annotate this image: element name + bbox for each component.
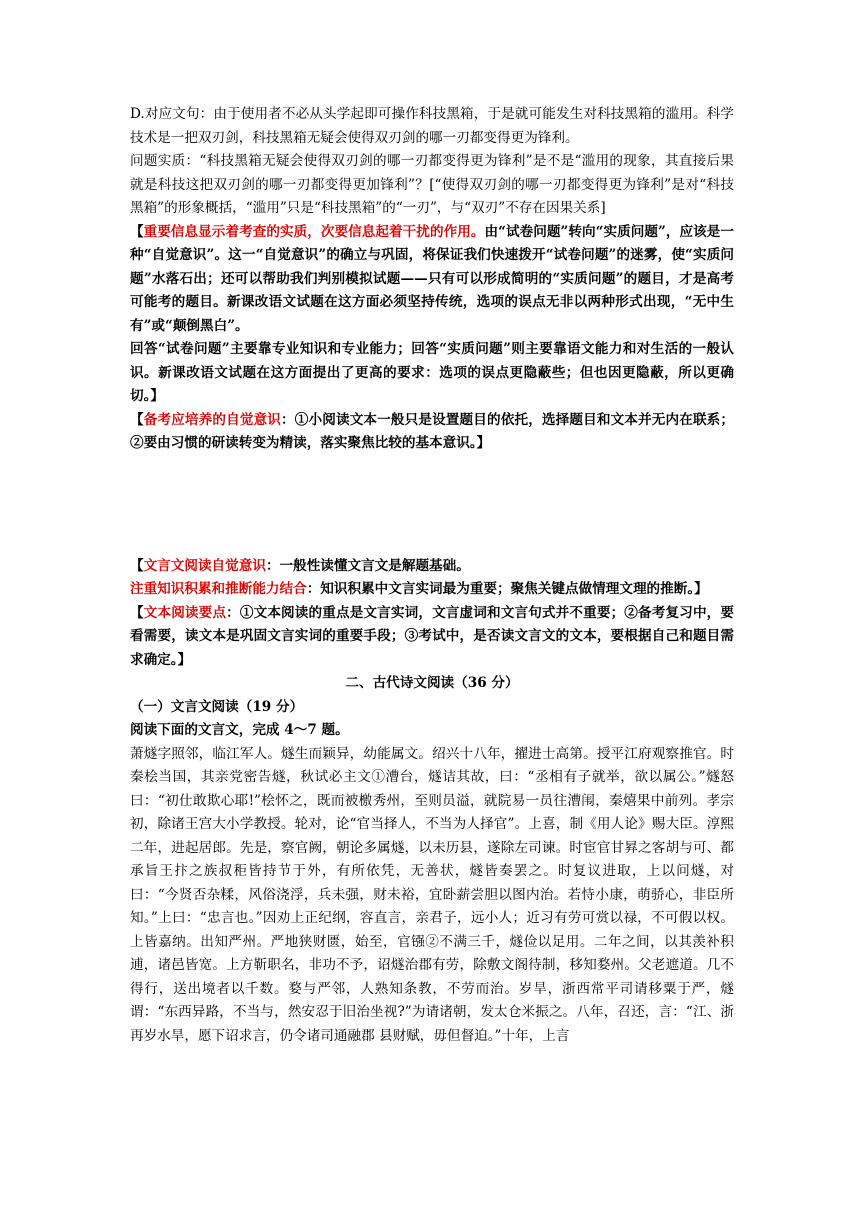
note-reading-points — [130, 602, 734, 673]
note-text: ：知识积累中文言实词最为重要；聚焦关键点做情理文理的推断。】 — [306, 581, 708, 597]
document-page — [130, 103, 734, 1048]
note-knowledge-inference — [130, 578, 734, 602]
note-red-heading: 注重知识积累和推断能力结合 — [130, 581, 307, 597]
note-classical-awareness — [130, 555, 734, 579]
note-text: ：①文本阅读的重点是文言实词，文言虚词和文言句式并不重要；②备考复习中，要看需要，读文本是巩固文言实词的重要手段；③考试中，是否读文言文的文本，要根据自己和题目需求确定。】 — [130, 604, 735, 668]
note-red-heading: 文本阅读要点 — [143, 604, 227, 621]
section-title: 二、古代诗文阅读（36 分） — [345, 675, 519, 691]
bracket-open: 【 — [130, 223, 144, 240]
note-text: ：①小阅读文本一般只是设置题目的依托，选择题目和文本并无内在联系；②要由习惯的研读转变为精读，落实聚焦比较的基本意识。】 — [130, 411, 735, 451]
note-awareness — [130, 409, 734, 456]
option-d-paragraph: D.对应文句：由于使用者不必从头学起即可操作科技黑箱，于是就可能发生对科技黑箱的滥用。科学技术是一把双刃剑，科技黑箱无疑会使得双刃剑的哪一刃都变得更为锋利。 — [130, 106, 734, 146]
classical-passage: 萧燧字照邻，临江军人。燧生而颖异，幼能属文。绍兴十八年，擢进士高第。授平江府观察推官。时秦桧当国，其亲党密告燧，秋试必主文①漕台，燧诘其故，曰：“丞相有子就举，欲以属公。”燧怒曰：“初仕敢欺心耶!”桧怀之，既而被檄秀州，至则员溢，就院易一员往漕闱，秦熺果中前列。孝宗初，除诸王宫大小学教授。轮对，论“官当择人，不当为人择官”。上喜，制《用人论》赐大臣。淳熙二年，进起居郎。先是，察官阙，朝论多属燧，以未历县，遂除左司谏。时宦官甘昪之客胡与可、都承旨王抃之族叔秬皆持节于外，有所依凭，无善状，燧皆奏罢之。时复议进取，上以问燧，对曰：“今贤否杂糅，风俗浇浮，兵未强，财未裕，宜卧薪尝胆以图内治。若恃小康，萌骄心，非臣所知。”上曰：“忠言也。”因劝上正纪纲，容直言，亲君子，远小人；近习有劳可赏以禄，不可假以权。上皆嘉纳。出知严州。严地狭财匮，始至，官镪②不满三千，燧俭以足用。二年之间，以其羡补积逋，诸邑皆宽。上方靳职名，非功不予，诏燧治郡有劳，除敷文阁待制，移知婺州。父老遮道。几不得行，送出境者以千数。婺与严邻，人熟知条教，不劳而治。岁旱，浙西常平司请移粟于严，燧谓：“东西异路，不当与，然安忍于旧治坐视?”为请诸朝，发太仓米振之。八年，召还，言：“江、浙再岁水旱，愿下诏求言，仍令诸司通融郡 县财赋，毋但督迫。”十年，上言 — [130, 745, 734, 1044]
note-important-info-cont: 回答“试卷问题”主要靠专业知识和专业能力；回答“实质问题”则主要靠语文能力和对生活的一般认识。新课改语文试题在这方面提出了更高的要求：选项的误点更隐蔽些；但也因更隐蔽，所以更确切。】 — [130, 341, 734, 404]
note-red-heading: 备考应培养的自觉意识 — [143, 411, 282, 428]
blank-space — [130, 456, 734, 555]
bracket-open: 【 — [130, 604, 144, 621]
note-important-info — [130, 221, 734, 339]
sub-title: （一）文言文阅读（19 分） — [130, 698, 304, 715]
bracket-open: 【 — [130, 557, 144, 574]
note-text: ：一般性读懂文言文是解题基础。 — [265, 557, 470, 574]
essence-paragraph: 问题实质：“科技黑箱无疑会使得双刃剑的哪一刃都变得更为锋利”是不是“滥用的现象，其直接后果就是科技这把双刃剑的哪一刃都变得更加锋利”？[“使得双刃剑的哪一刃都变得更为锋利”是对“科技黑箱”的形象概括，“滥用”只是“科技黑箱”的“一刃”，与“双刃”不存在因果关系] — [130, 153, 734, 216]
instruction: 阅读下面的文言文，完成 4～7 题。 — [130, 722, 349, 738]
note-red-heading: 重要信息显示着考查的实质，次要信息起着干扰的作用。 — [143, 223, 485, 240]
note-red-heading: 文言文阅读自觉意识 — [143, 557, 266, 574]
note-text: 由“试卷问题”转向“实质问题”，应该是一种“自觉意识”。这一“自觉意识”的确立与巩固，将保证我们快速拨开“试卷问题”的迷雾，使“实质问题”水落石出；还可以帮助我们判别模拟试题——只有可以形成简明的“实质问题”的题目，才是高考可能考的题目。新课改语文试题在这方面必须坚持传统，选项的误点无非以两种形式出现，“无中生有”或“颠倒黑白”。 — [130, 223, 735, 334]
bracket-open: 【 — [130, 411, 144, 428]
